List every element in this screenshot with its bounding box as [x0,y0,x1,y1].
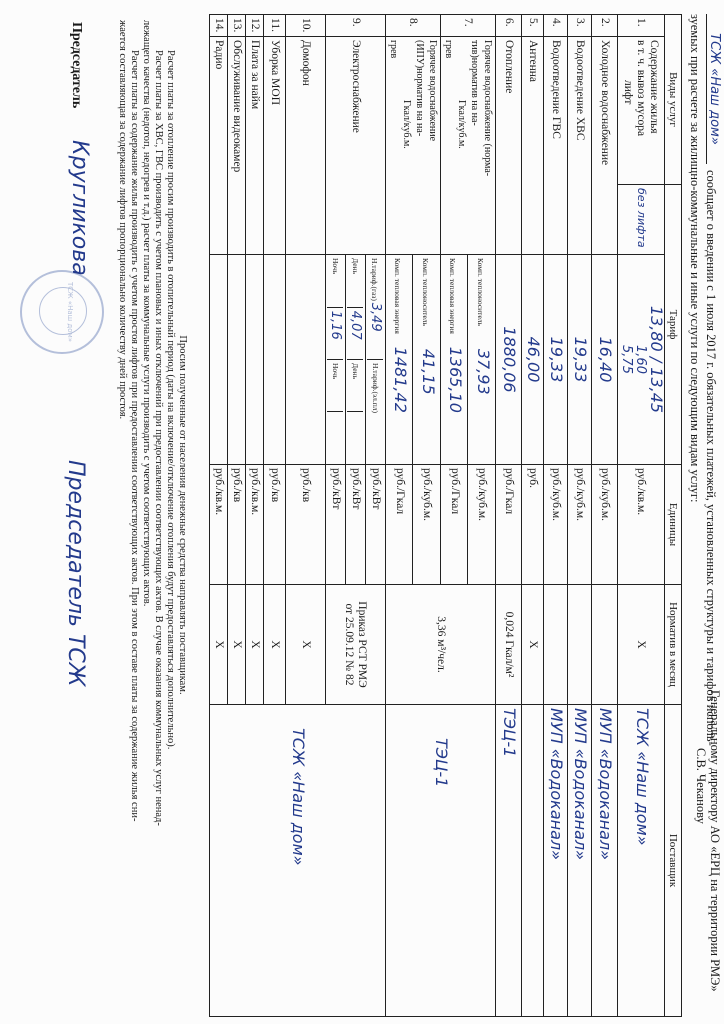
note-4: лежащего качества (недотоп, недогрев и т.д.) расчет платы за коммунальные услуги производить с учетом соответствующих актов. [141,20,152,607]
header-service: Виды услуг [665,15,682,185]
table-header-row [665,15,682,1017]
table-row: 7. Горячее водоснабжение (норма- тив)норматив на на- Гкал/куб.м. грев Комп. теплоноситель 37,93 руб./куб.м. 3,36 м³/чел. ТЭЦ-1 [468,15,496,1017]
table-row: 1. Содержание жилья в т. ч. вывоз мусора лифт без лифта 13,80 / 13,45 1,60 5,75 руб./кв.м. Х ТСЖ «Наш дом» [618,15,665,1017]
header-supplier: Поставщик [665,705,682,1017]
table-row: День 4,07 День руб./кВт [346,15,366,1017]
services-table [209,14,682,1017]
table-row: Комп. тепловая энергия 1481,42 руб./Гкал [386,15,414,1017]
intro-text-1: сообщает о введении с 1 июля 2017 г. обязательных платежей, установленных структуры и тарифов исполь- [704,170,718,746]
table-row: Комп. тепловая энергия 1365,10 руб./Гкал [441,15,469,1017]
header-unit: Единицы [665,465,682,585]
note-5: Расчет платы за содержание жилья производить с учетом простоя лифтов при предоставлении соответствующих актов. При этом в составе платы за содержание жилья сни- [129,50,140,822]
table-row: Ночь 1,16 Ночь руб./кВт [326,15,346,1017]
note-1: Просим полученные от населения денежные средства направлять поставщикам. [177,335,188,695]
table-row: 6. Отопление 1880,06 руб./Гкал 0,024 Гкал/м² ТЭЦ-1 [496,15,522,1017]
recipient-line-1: Генеральному директору АО «ЕРЦ на территории РМЭ» [708,690,722,992]
signature-org-handwritten: Председатель ТСЖ [63,460,88,687]
table-row: 13. Обслуживание видеокамер руб./кв Х [228,15,246,1017]
table-row: 8. Горячее водоснабжение (ИПУ)норматив на на- Гкал/куб.м. грев Комп. теплоноситель 41,15 руб./куб.м. [413,15,441,1017]
table-row: 3. Водоотведение ХВС 19,33 руб./куб.м. МУП «Водоканал» [568,15,592,1017]
signature-handwritten: Кругликова [67,140,92,276]
signature-label: Председатель [69,22,84,109]
round-stamp: ТСЖ «Наш дом» [20,270,104,354]
table-row: 10. Домофон руб./кв Х [286,15,326,1017]
recipient-line-2: С.В. Чеканову [694,748,708,824]
header-norm: Норматив в месяц [665,585,682,705]
header-tariff: Тариф [665,185,682,465]
note-3: Расчет платы за ХВС, ГВС производить с учетом плановых и иных отключений при предоставлении соответствующих актов. В случае оказания коммунальных услуг ненад- [153,50,164,826]
table-row: 2. Холодное водоснабжение 16,40 руб./куб.м. МУП «Водоканал» [592,15,618,1017]
table-row: 4. Водоотведение ГВС 19,33 руб./куб.м. МУП «Водоканал» [544,15,568,1017]
sender-handwritten: ТСЖ «Наш дом» [706,14,722,164]
table-row: 12. Плата за найм руб./кв.м. Х [246,15,264,1017]
table-row: 11. Уборка МОП руб./кв Х [264,15,286,1017]
table-row: 5. Антенна 46,00 руб. Х [522,15,544,1017]
note-2: Расчет платы за отопление просим производить в отопительный период (даты на включение/отключение отопления будут предоставляться дополнительно). [165,50,176,750]
table-row: 9. Электроснабжение Н.тариф.(газ) 3,49 Н.тариф.(эл.пл) руб./кВт Приказ РСТ РМЭ от 25.09.12 № 82 ТСЖ «Наш дом» [366,15,386,1017]
intro-text-2: зуемых при расчете за жилищно-коммунальные и иные услуги по следующим видам услуг: [688,14,702,503]
table-row: 14. Радио руб./кв.м. Х [210,15,228,1017]
note-6: жается составляющая за содержание лифтов пропорционально количеству дней простоя. [117,20,128,420]
stamp-inner-ring [39,287,87,335]
